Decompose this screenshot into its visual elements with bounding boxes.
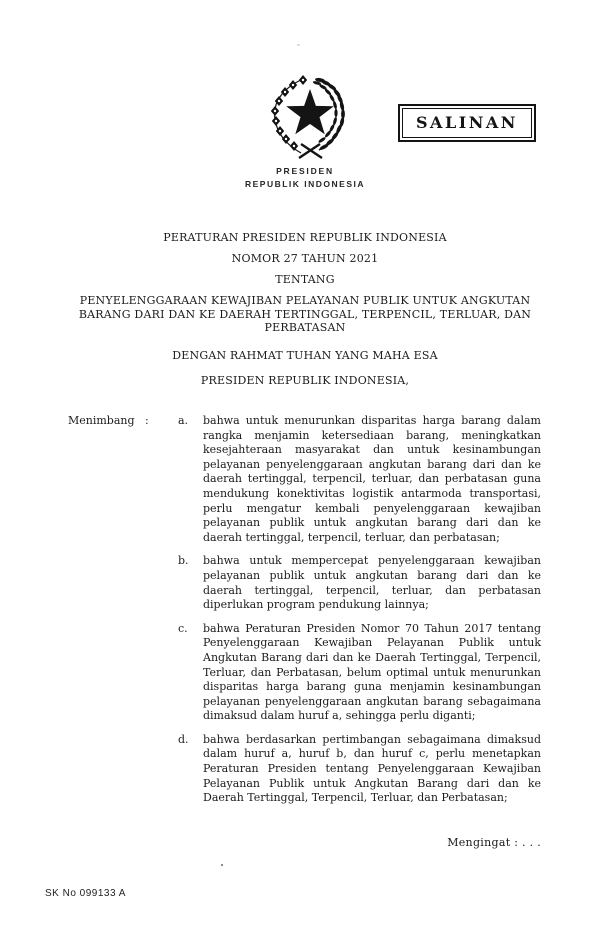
item-text: bahwa berdasarkan pertimbangan sebagaimana dimaksud dalam huruf a, huruf b, dan huruf c, perlu menetapkan Peraturan Presiden tentang Penyelenggaraan Kewajiban Pelayanan Publik untuk Angkutan Barang dari dan ke Daerah Tertinggal, Terpencil, Terluar, dan Perbatasan;	[203, 732, 541, 805]
mengingat-continuation: Mengingat : . . .	[447, 836, 541, 849]
letterhead-republik-indonesia: REPUBLIK INDONESIA	[244, 179, 366, 189]
considering-items	[178, 414, 541, 806]
scan-speck	[221, 864, 223, 866]
tentang-label: TENTANG	[275, 273, 335, 286]
presidential-emblem-icon	[259, 71, 359, 167]
considering-item-b	[178, 554, 541, 612]
item-letter: d.	[178, 732, 189, 746]
item-text: bahwa untuk menurunkan disparitas harga barang dalam rangka menjamin ketersediaan barang, meningkatkan kesejahteraan masyarakat dan untuk kesinambungan pelayanan penyelenggaraan angkutan barang dari dan ke daerah tertinggal, terpencil, terluar, dan perbatasan guna mendukung konektivitas logistik antarmoda transportasi, perlu mengatur kembali penyelenggaraan kewajiban pelayanan publik untuk angkutan barang dari dan ke daerah tertinggal, terpencil, terluar, dan perbatasan;	[203, 414, 541, 544]
item-letter: c.	[178, 621, 188, 635]
item-letter: a.	[178, 414, 189, 427]
salinan-stamp-label: SALINAN	[402, 108, 532, 138]
salinan-stamp	[398, 104, 536, 142]
invocation-line: DENGAN RAHMAT TUHAN YANG MAHA ESA	[172, 349, 438, 362]
considering-label: Menimbang	[68, 414, 135, 427]
authority-line: PRESIDEN REPUBLIK INDONESIA,	[200, 374, 410, 387]
considering-section	[68, 414, 541, 806]
considering-item-c	[178, 622, 541, 724]
scan-speck	[297, 44, 300, 46]
regulation-number: NOMOR 27 TAHUN 2021	[231, 252, 379, 265]
regulation-title-line1: PERATURAN PRESIDEN REPUBLIK INDONESIA	[163, 231, 447, 244]
item-letter: b.	[178, 554, 189, 568]
letterhead-presiden: PRESIDEN	[276, 166, 334, 176]
considering-item-a	[178, 414, 541, 545]
considering-colon: :	[145, 414, 149, 427]
doc-control-number: SK No 099133 A	[45, 888, 126, 899]
considering-item-d	[178, 733, 541, 806]
letterhead	[0, 166, 610, 189]
item-text: bahwa Peraturan Presiden Nomor 70 Tahun 2017 tentang Penyelenggaraan Kewajiban Pelayanan Publik untuk Angkutan Barang dari dan ke Daerah Tertinggal, Terpencil, Terluar, dan Perbatasan, belum optimal untuk menurunkan disparitas harga barang guna menjamin kesinambungan pelayanan penyelenggaraan angkutan barang sebagaimana dimaksud dalam huruf a, sehingga perlu diganti;	[203, 621, 541, 723]
item-text: bahwa untuk mempercepat penyelenggaraan kewajiban pelayanan publik untuk angkutan barang dari dan ke daerah tertinggal, terpencil, terluar, dan perbatasan diperlukan program pendukung lainnya;	[203, 554, 541, 612]
regulation-subject: PENYELENGGARAAN KEWAJIBAN PELAYANAN PUBLIK UNTUK ANGKUTAN BARANG DARI DAN KE DAERAH TERTINGGAL, TERPENCIL, TERLUAR, DAN PERBATASAN	[78, 294, 532, 335]
